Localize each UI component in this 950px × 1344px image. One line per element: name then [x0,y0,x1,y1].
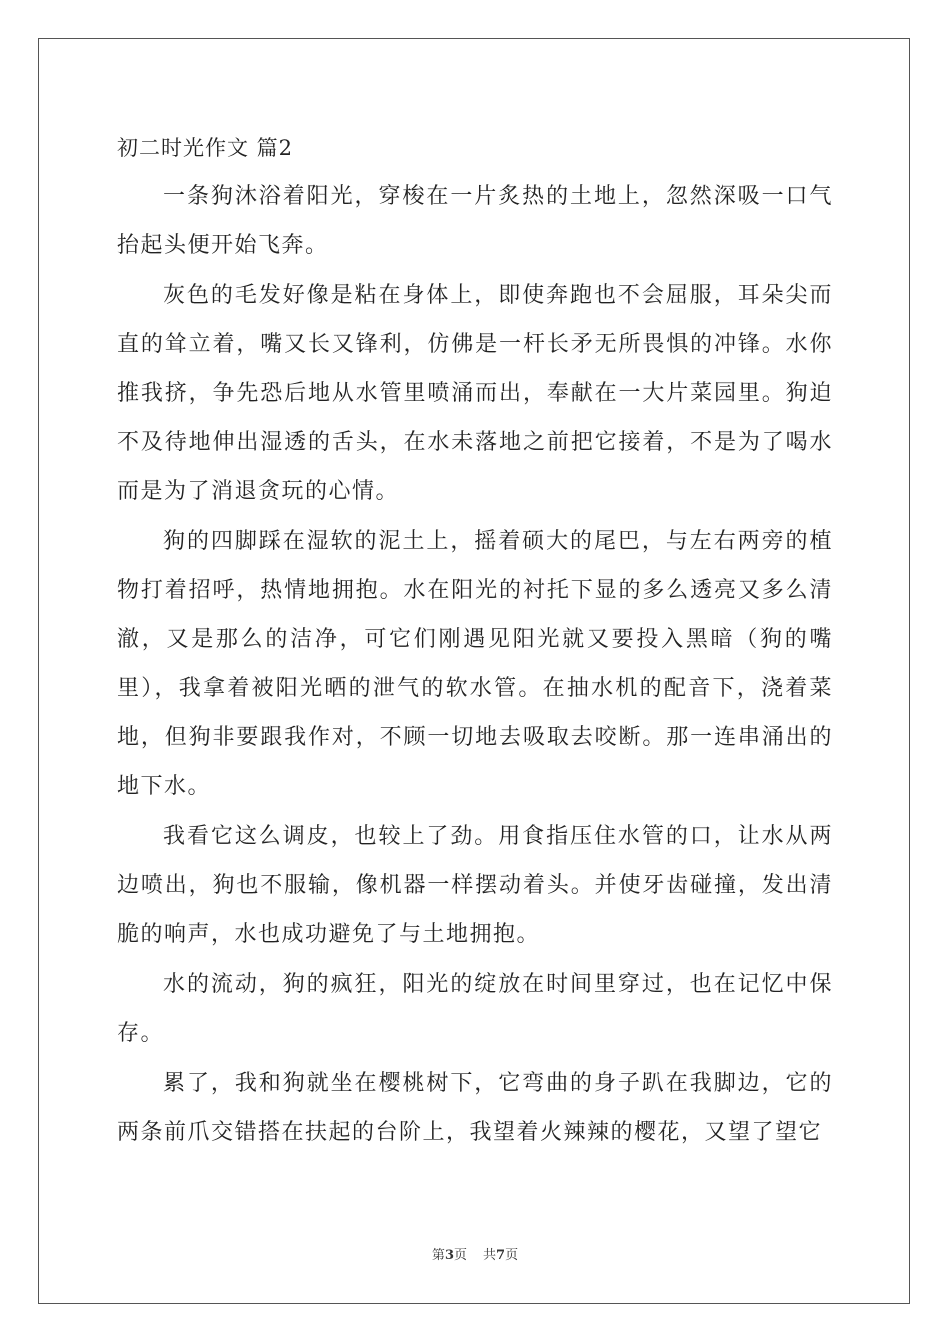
page-number-suffix: 页 [453,1248,467,1263]
paragraph-1: 一条狗沐浴着阳光，穿梭在一片炙热的土地上，忽然深吸一口气抬起头便开始飞奔。 [117,184,833,258]
paragraph-3: 狗的四脚踩在湿软的泥土上，摇着硕大的尾巴，与左右两旁的植物打着招呼，热情地拥抱。水在阳光的衬托下显的多么透亮又多么清澈，又是那么的洁净，可它们刚遇见阳光就又要投入黑暗（狗的嘴里），我拿着被阳光晒的泄气的软水管。在抽水机的配音下，浇着菜地，但狗非要跟我作对，不顾一切地去吸取去咬断。那一连串涌出的地下水。 [117,529,833,799]
document-heading: 初二时光作文 篇2 [117,136,294,160]
page-total-prefix: 共 [483,1248,497,1263]
paragraph-2: 灰色的毛发好像是粘在身体上，即使奔跑也不会屈服，耳朵尖而直的耸立着，嘴又长又锋利，仿佛是一杆长矛无所畏惧的冲锋。水你推我挤，争先恐后地从水管里喷涌而出，奉献在一大片菜园里。狗迫不及待地伸出湿透的舌头，在水未落地之前把它接着，不是为了喝水而是为了消退贪玩的心情。 [117,283,833,504]
page-number-current: 3 [444,1248,454,1263]
page-number-prefix: 第 [431,1248,445,1263]
paragraph-6: 累了，我和狗就坐在樱桃树下，它弯曲的身子趴在我脚边，它的两条前爪交错搭在扶起的台阶上，我望着火辣辣的樱花，又望了望它 [117,1071,833,1145]
paragraph-4: 我看它这么调皮，也较上了劲。用食指压住水管的口，让水从两边喷出，狗也不服输，像机器一样摆动着头。并使牙齿碰撞，发出清脆的响声，水也成功避免了与土地拥抱。 [117,824,833,947]
page-total: 7 [496,1248,506,1263]
page-footer [0,1247,950,1265]
paragraph-5: 水的流动，狗的疯狂，阳光的绽放在时间里穿过，也在记忆中保存。 [117,972,833,1046]
page-total-suffix: 页 [505,1248,519,1263]
document-body [117,130,833,1158]
